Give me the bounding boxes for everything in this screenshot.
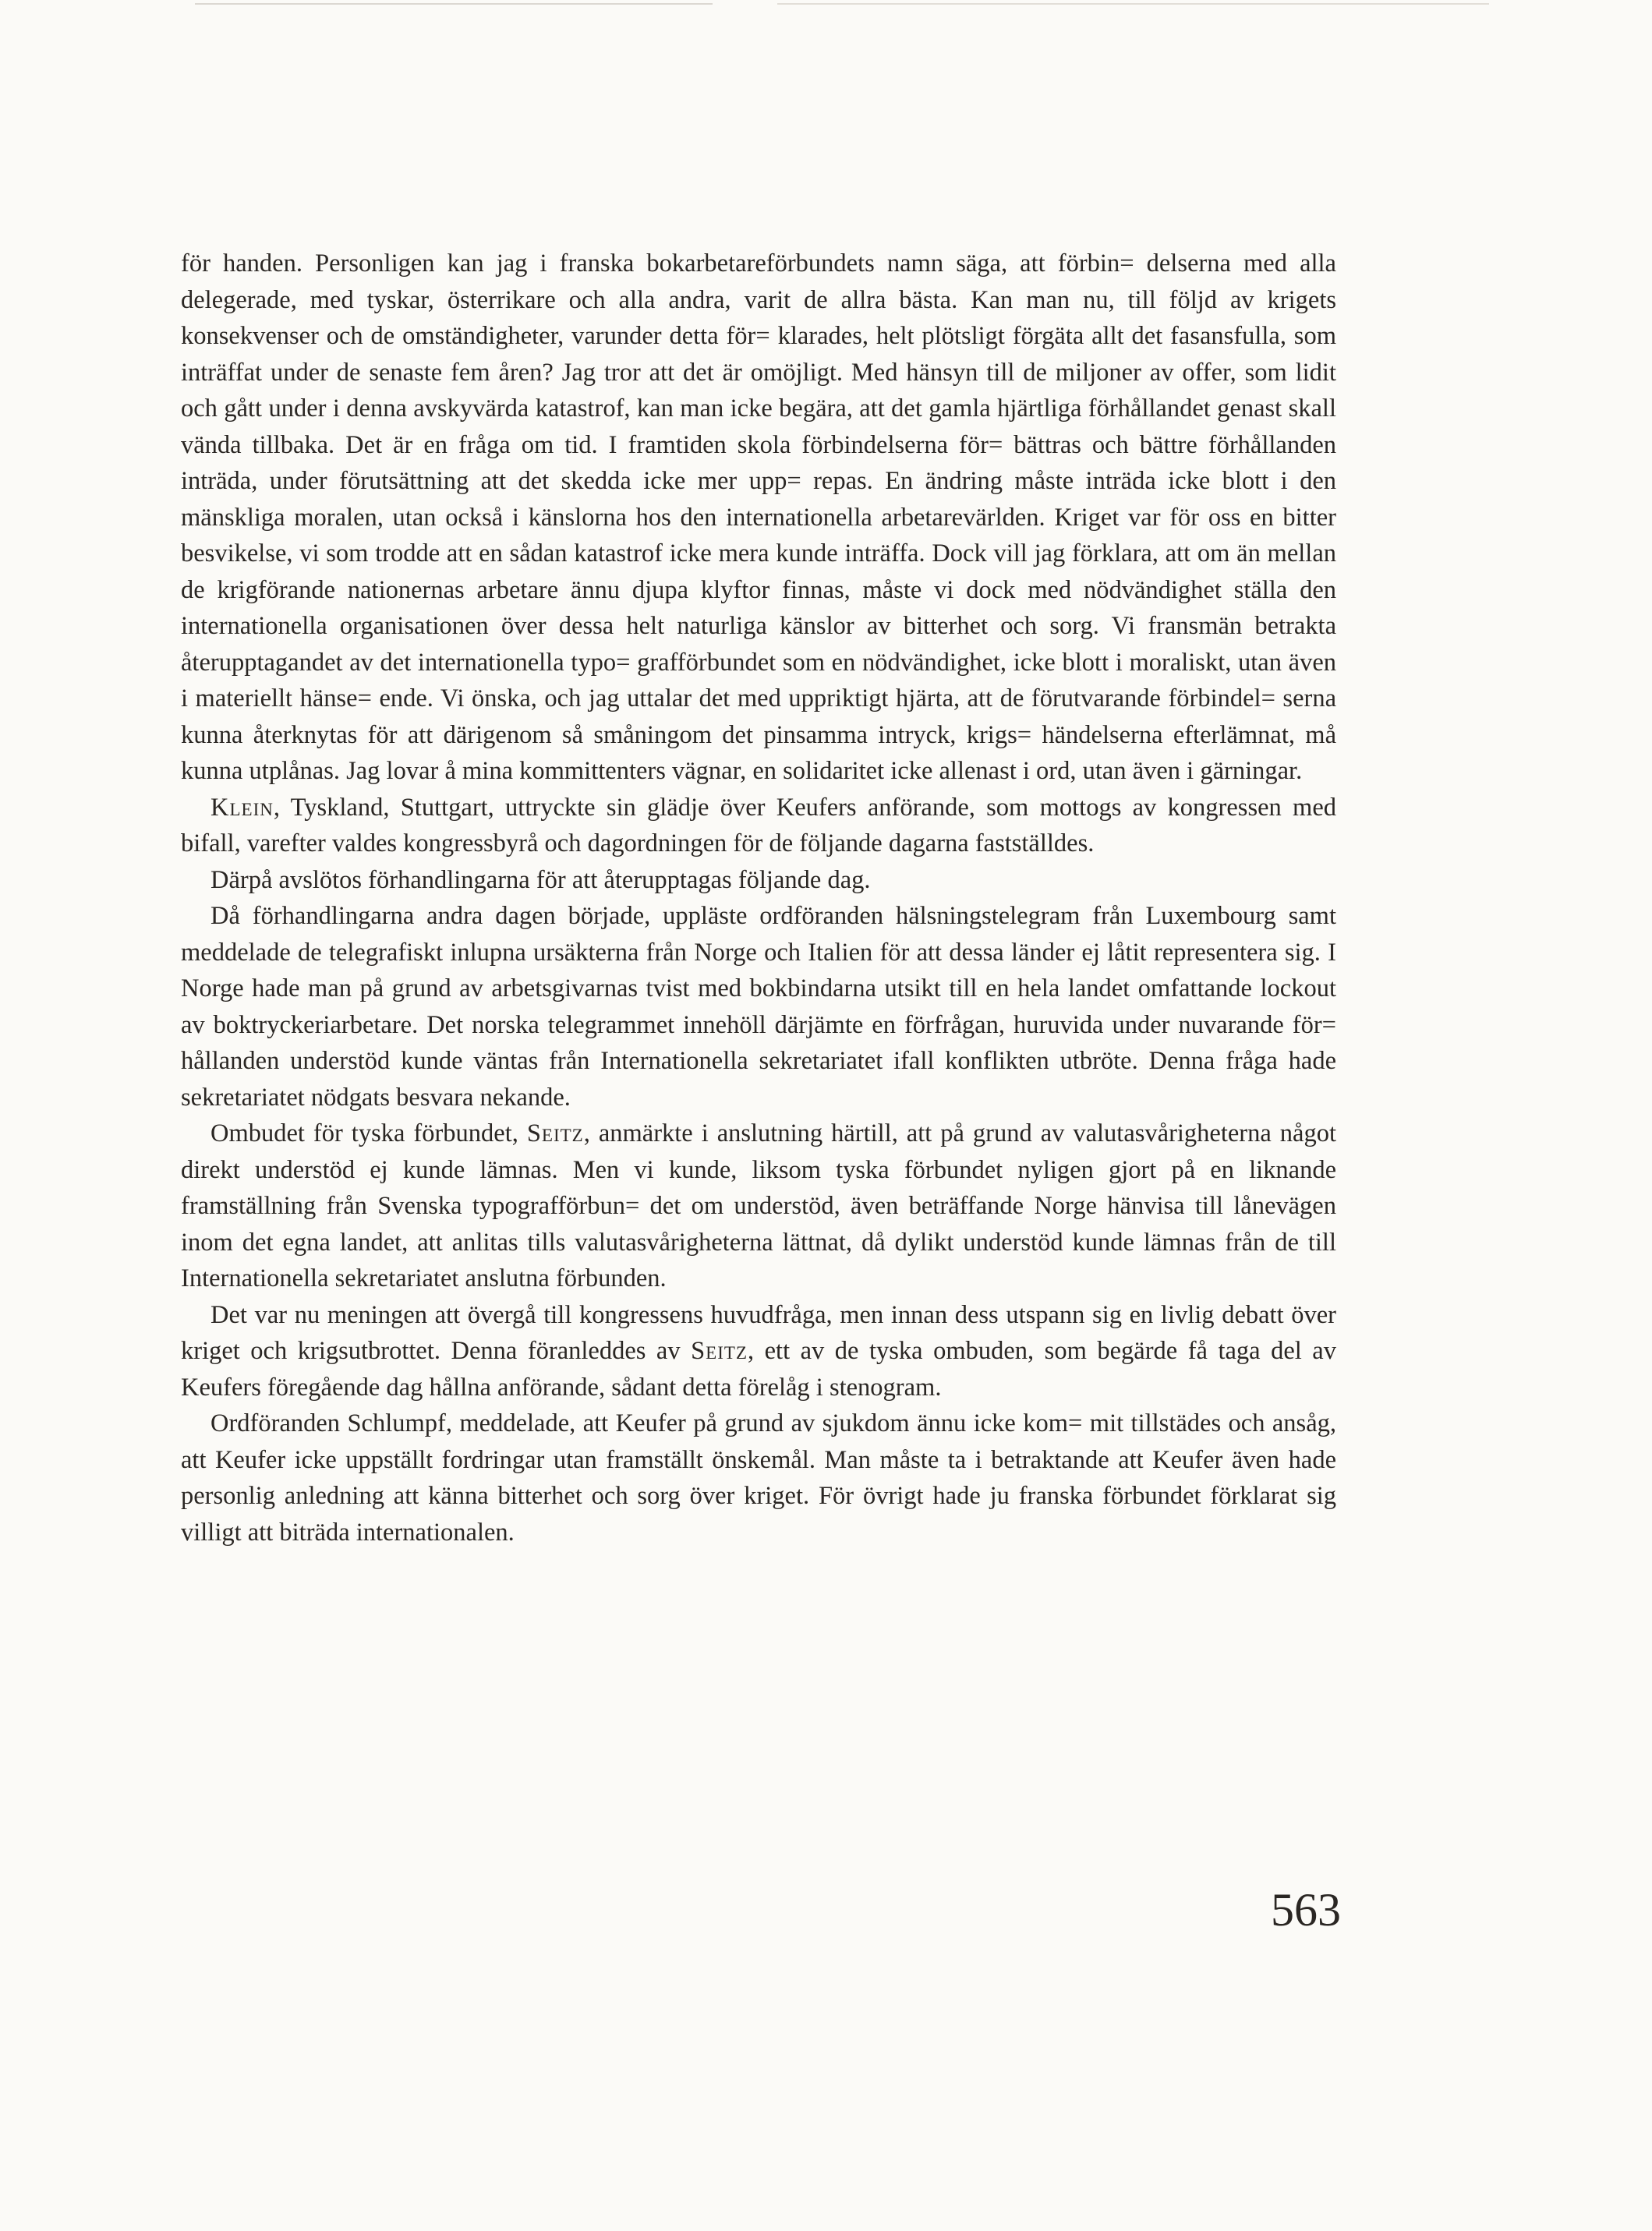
speaker-name-seitz: Seitz xyxy=(526,1119,584,1147)
paragraph-3 xyxy=(181,862,1336,899)
paragraph-7 xyxy=(181,1405,1336,1550)
paragraph-5-pre: Ombudet för tyska förbundet, xyxy=(210,1119,527,1147)
speaker-name-seitz-2: Seitz xyxy=(691,1337,748,1365)
paragraph-3-text: Därpå avslötos förhandlingarna för att återupptagas följande dag. xyxy=(210,865,871,894)
paragraph-6 xyxy=(181,1297,1336,1406)
paragraph-5 xyxy=(181,1116,1336,1297)
paragraph-1-text: för handen. Personligen kan jag i franska bokarbetareförbundets namn säga, att förbin= delserna med alla delegerade, med tyskar, österrikare och alla andra, varit de allra bästa. Kan man nu, till följd av krigets konsekvenser och de omständigheter, varunder detta för= klarades, helt plötsligt förgäta allt det fasansfulla, som inträffat under de senaste fem åren? Jag tror att det är omöjligt. Med hänsyn till de miljoner av offer, som lidit och gått under i denna avskyvärda katastrof, kan man icke begära, att det gamla hjärtliga förhållandet genast skall vända tillbaka. Det är en fråga om tid. I framtiden skola förbindelserna för= bättras och bättre förhållanden inträda, under förutsättning att det skedda icke mer upp= repas. En ändring måste inträda icke blott i den mänskliga moralen, utan också i känslorna hos den internationella arbetarevärlden. Kriget var för oss en bitter besvikelse, vi som trodde att en sådan katastrof icke mera kunde inträffa. Dock vill jag förklara, att om än mellan de krigförande nationernas arbetare ännu djupa klyftor finnas, måste vi dock med nödvändighet ställa den internationella organisationen över dessa helt naturliga känslor av bitterhet och sorg. Vi fransmän betrakta återupptagandet av det internationella typo= grafförbundet som en nödvändighet, icke blott i moraliskt, utan även i materiellt hänse= ende. Vi önska, och jag uttalar det med uppriktigt hjärta, att de förutvarande förbindel= serna kunna återknytas för att därigenom så småningom det pinsamma intryck, krigs= händelserna efterlämnat, må kunna utplånas. Jag lovar å mina kommittenters vägnar, en solidaritet icke allenast i ord, utan även i gärningar. xyxy=(181,249,1336,785)
paragraph-2-text: , Tyskland, Stuttgart, uttryckte sin glädje över Keufers anförande, som mottogs av kongressen med bifall, varefter valdes kongressbyrå och dagordningen för de följande dagarna fastställdes. xyxy=(181,793,1336,857)
page-number: 563 xyxy=(1271,1884,1341,1936)
paragraph-6-pre: Det var nu meningen att övergå till kongressens huvudfråga, men innan dess utspann sig en livlig debatt över kriget och krigsutbrottet. Denna föranleddes av xyxy=(181,1300,1336,1365)
paragraph-6-text: , ett av de tyska ombuden, som begärde få taga del av Keufers föregående dag hållna anförande, sådant detta förelåg i stenogram. xyxy=(181,1337,1336,1402)
paragraph-7-text: Ordföranden Schlumpf, meddelade, att Keufer på grund av sjukdom ännu icke kom= mit tillstädes och ansåg, att Keufer icke uppställt fordringar utan framställt önskemål. Man måste ta i betraktande att Keufer även hade personlig anledning att känna bitterhet och sorg över kriget. För övrigt hade ju franska förbundet förklarat sig villigt att biträda internationalen. xyxy=(181,1409,1336,1547)
body-text xyxy=(181,246,1336,1550)
paragraph-5-text: , anmärkte i anslutning härtill, att på grund av valutasvårigheterna något direkt understöd ej kunde lämnas. Men vi kunde, liksom tyska förbundet nyligen gjort på en liknande framställning från Svenska typografförbun= det om understöd, även beträffande Norge hänvisa till lånevägen inom det egna landet, att anlitas tills valutasvårigheterna lättnat, då dylikt understöd kunde lämnas från de till Internationella sekretariatet anslutna förbunden. xyxy=(181,1119,1336,1292)
paragraph-1 xyxy=(181,246,1336,790)
paragraph-4 xyxy=(181,898,1336,1116)
speaker-name-klein: Klein xyxy=(210,793,274,822)
paragraph-2 xyxy=(181,790,1336,862)
scan-edge-rule xyxy=(195,3,1489,5)
paragraph-4-text: Då förhandlingarna andra dagen började, uppläste ordföranden hälsningstelegram från Luxembourg samt meddelade de telegrafiskt inlupna ursäkterna från Norge och Italien för att dessa länder ej låtit representera sig. I Norge hade man på grund av arbetsgivarnas tvist med bokbindarna utsikt till en hela landet omfattande lockout av boktryckeriarbetare. Det norska telegrammet innehöll därjämte en förfrågan, huruvida under nuvarande för= hållanden understöd kunde väntas från Internationella sekretariatet ifall konflikten utbröte. Denna fråga hade sekretariatet nödgats besvara nekande. xyxy=(181,902,1336,1112)
